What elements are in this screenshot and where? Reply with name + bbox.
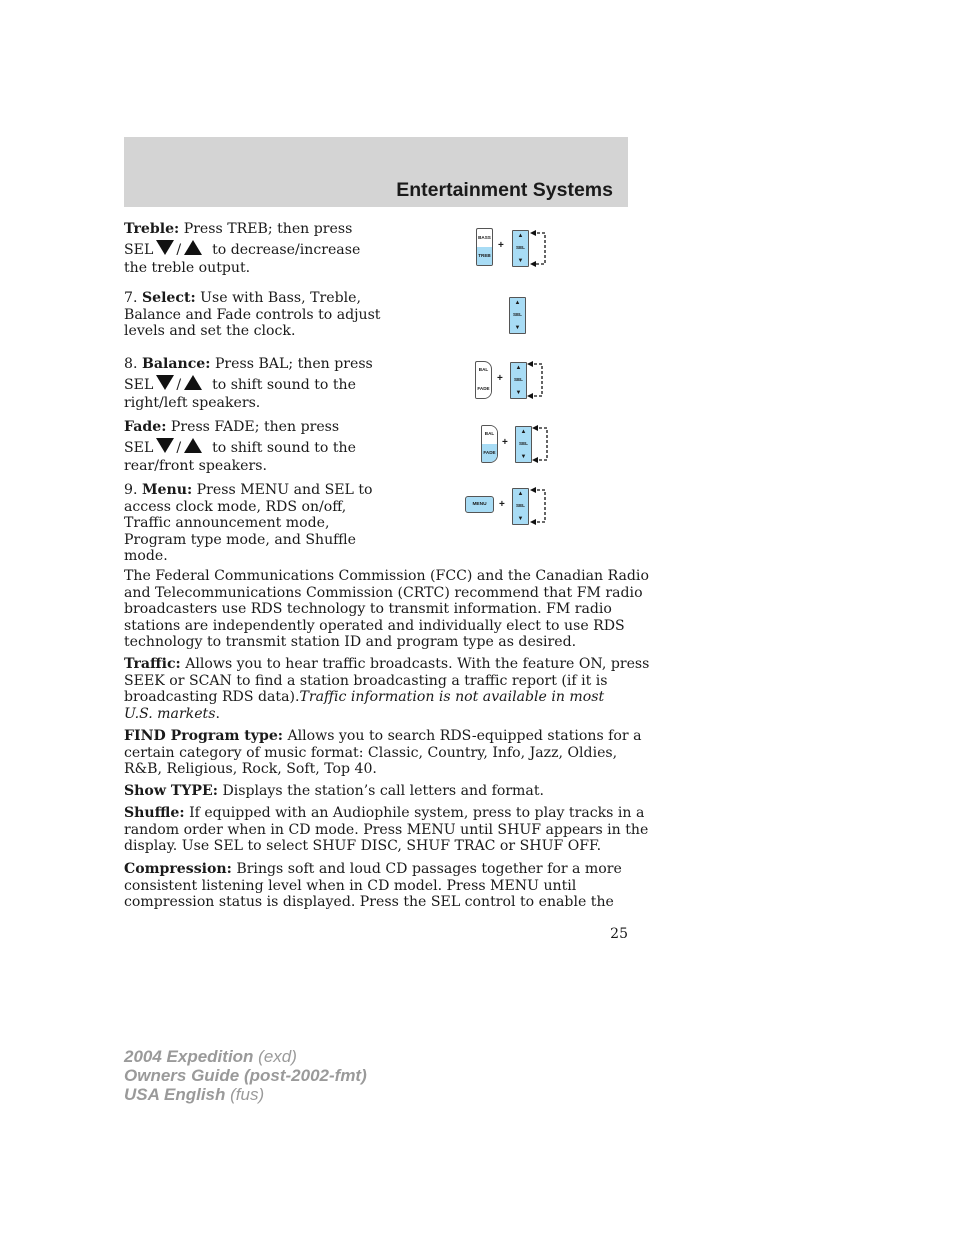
section-header-band xyxy=(124,137,628,207)
cycle-bracket-icon xyxy=(530,228,550,270)
fade-label: Fade: xyxy=(124,419,167,435)
up-arrow-icon xyxy=(184,240,202,255)
bass-treb-key: BASS TREB xyxy=(476,228,493,266)
fade-paragraph: Fade: Press FADE; then press SEL / to shift sound to the rear/front speakers. xyxy=(124,419,356,474)
down-arrow-icon xyxy=(156,375,174,390)
up-arrow-icon: ▲ xyxy=(515,365,522,371)
down-arrow-icon: ▼ xyxy=(514,325,521,331)
down-arrow-icon: ▼ xyxy=(517,258,524,264)
traffic-paragraph: Traffic: Allows you to hear traffic broadcasts. With the feature ON, press SEEK or SCAN to find a station broadcasting a traffic report (if it is broadcasting RDS data).Traffic information is not available in most U.S. markets. xyxy=(124,656,650,722)
plus-sign: + xyxy=(497,373,503,384)
plus-sign: + xyxy=(502,437,508,448)
balance-control-diagram xyxy=(475,360,555,402)
menu-key: MENU xyxy=(465,496,494,513)
section-title: Entertainment Systems xyxy=(396,179,613,201)
bal-fade-key: BAL FADE xyxy=(481,425,498,463)
balance-label: Balance: xyxy=(141,356,211,372)
show-type-paragraph: Show TYPE: Displays the station’s call letters and format. xyxy=(124,783,544,799)
document-footer: 2004 Expedition (exd) Owners Guide (post-2002-fmt) USA English (fus) xyxy=(124,1047,367,1104)
menu-paragraph: 9. Menu: Press MENU and SEL to access clock mode, RDS on/off, Traffic announcement mode, Program type mode, and Shuffle mode. xyxy=(124,482,373,564)
down-arrow-icon xyxy=(156,438,174,453)
menu-label: Menu: xyxy=(141,482,193,498)
up-arrow-icon: ▲ xyxy=(520,429,527,435)
find-paragraph: FIND Program type: Allows you to search RDS-equipped stations for a certain category of music format: Classic, Country, Info, Jazz, Oldies, R&B, Religious, Rock, Soft, Top 40. xyxy=(124,728,642,777)
balance-paragraph: 8. Balance: Press BAL; then press SEL / to shift sound to the right/left speakers. xyxy=(124,356,373,411)
cycle-bracket-icon xyxy=(527,360,547,402)
select-control-diagram xyxy=(509,297,529,337)
up-arrow-icon: ▲ xyxy=(517,491,524,497)
find-label: FIND Program type: xyxy=(124,728,283,744)
shuffle-paragraph: Shuffle: If equipped with an Audiophile system, press to play tracks in a random order when in CD mode. Press MENU until SHUF appears in the display. Use SEL to select SHUF DISC, SHUF TRAC or SHUF OFF. xyxy=(124,805,649,854)
sel-key: ▲ SEL ▼ xyxy=(510,362,527,399)
select-label: Select: xyxy=(141,290,196,306)
sel-key: ▲ SEL ▼ xyxy=(512,488,529,525)
cycle-bracket-icon xyxy=(530,486,550,528)
bal-fade-key: BAL FADE xyxy=(475,361,492,399)
fade-control-diagram xyxy=(481,424,561,466)
treble-label: Treble: xyxy=(124,221,180,237)
page-number: 25 xyxy=(610,926,628,942)
up-arrow-icon xyxy=(184,375,202,390)
plus-sign: + xyxy=(498,240,504,251)
sel-key: ▲ SEL ▼ xyxy=(515,426,532,463)
sel-key: ▲ SEL ▼ xyxy=(509,297,526,334)
fcc-paragraph: The Federal Communications Commission (FCC) and the Canadian Radio and Telecommunications Commission (CRTC) recommend that FM radio broadcasters use RDS technology to transmit information. FM radio stations are independently operated and individually elect to use RDS technology to transmit station ID and program type as desired. xyxy=(124,568,649,650)
sel-key: ▲ SEL ▼ xyxy=(512,230,529,267)
treble-paragraph: Treble: Press TREB; then press SEL / to decrease/increase the treble output. xyxy=(124,221,361,276)
shuffle-label: Shuffle: xyxy=(124,805,185,821)
down-arrow-icon: ▼ xyxy=(517,516,524,522)
traffic-label: Traffic: xyxy=(124,656,181,672)
up-arrow-icon xyxy=(184,438,202,453)
treble-control-diagram xyxy=(476,228,556,270)
menu-control-diagram xyxy=(465,486,555,528)
show-type-label: Show TYPE: xyxy=(124,783,218,799)
select-paragraph: 7. Select: Use with Bass, Treble, Balance and Fade controls to adjust levels and set the clock. xyxy=(124,290,381,339)
down-arrow-icon: ▼ xyxy=(515,390,522,396)
cycle-bracket-icon xyxy=(532,424,552,466)
plus-sign: + xyxy=(499,499,505,510)
compression-label: Compression: xyxy=(124,861,232,877)
up-arrow-icon: ▲ xyxy=(514,300,521,306)
down-arrow-icon xyxy=(156,240,174,255)
compression-paragraph: Compression: Brings soft and loud CD passages together for a more consistent listening level when in CD model. Press MENU until compression status is displayed. Press the SEL control to enable the xyxy=(124,861,622,910)
up-arrow-icon: ▲ xyxy=(517,233,524,239)
down-arrow-icon: ▼ xyxy=(520,454,527,460)
